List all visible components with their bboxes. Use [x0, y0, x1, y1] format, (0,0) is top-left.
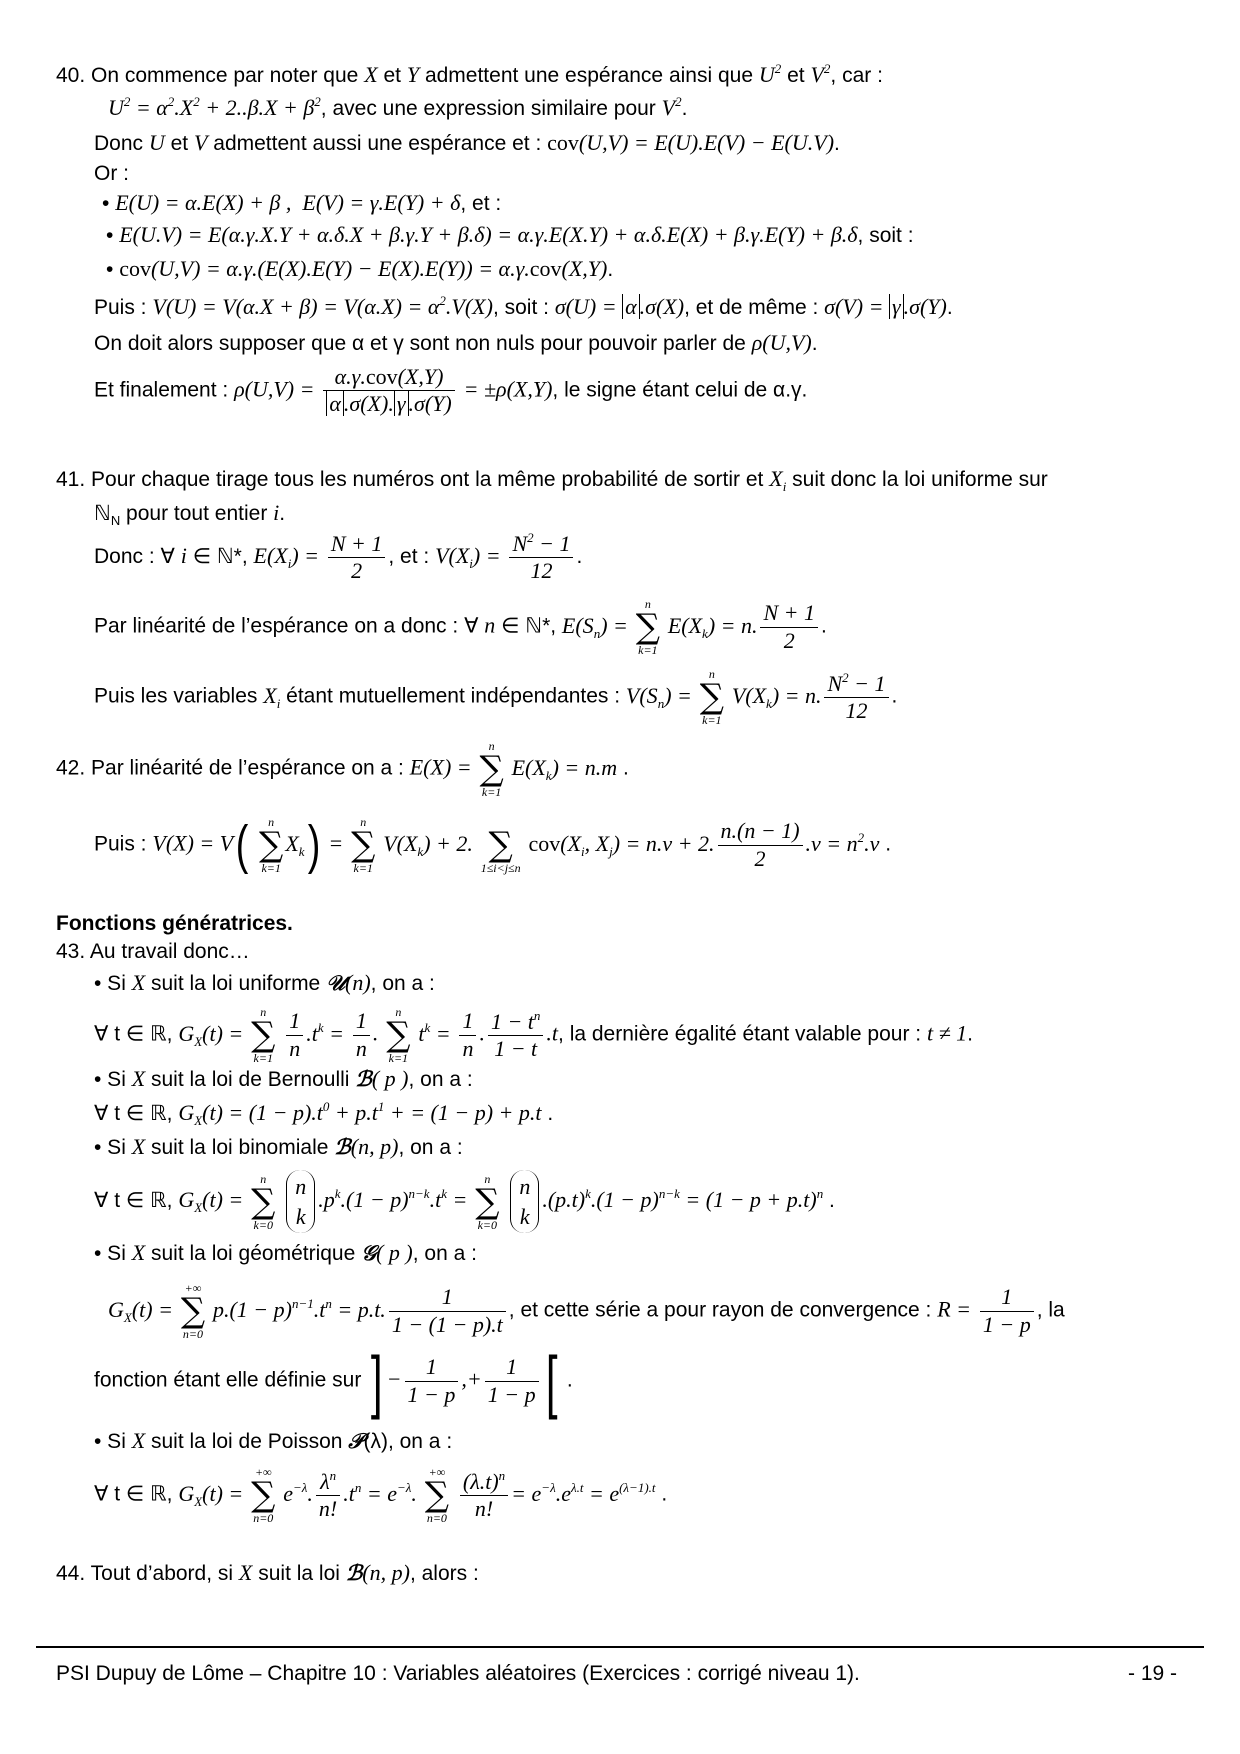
ex40-line-3: Donc U et V admettent aussi une espérance et : cov(U,V) = E(U).E(V) − E(U.V). [94, 130, 840, 155]
ex40-line-9: On doit alors supposer que α et γ sont non nuls pour pouvoir parler de ρ(U,V). [94, 330, 818, 355]
ex44-line-1: 44. Tout d’abord, si X suit la loi ℬ(n, p), alors : [56, 1560, 479, 1585]
ex42-line-2: Puis : V(X) = V( n ∑ k=1 $X_k$) = n ∑ k=1 $V(X_k) + 2$. ∑ 1≤i<j≤n $cov(X_i$, $X_j) = n.v + 2$. $\frac{n.(n - 1)}{2}$ $.v = n^2.v$ . [94, 815, 892, 875]
ex43-bernoulli-line: • Si X suit la loi de Bernoulli ℬ( p ), on a : [94, 1066, 473, 1091]
ex40-line-8: Puis : $V(U) = V(\alpha.X + \beta) = V(\alpha.X) = \alpha^2.V(X)$, soit : σ(U) = α .σ(X), et de même : σ(V) = γ .σ(Y). [94, 293, 953, 319]
footer-title: PSI Dupuy de Lôme – Chapitre 10 : Variables aléatoires (Exercices : corrigé niveau 1). [56, 1662, 860, 1685]
ex40-line-1: 40. On commence par noter que X et Y admettent une espérance ainsi que $U^2$ et $V^2$, car : [56, 61, 883, 87]
ex43-binomial-line: • Si X suit la loi binomiale ℬ(n, p), on a : [94, 1134, 463, 1159]
ex40-line-5: • E(U) = α.E(X) + β , E(V) = γ.E(Y) + δ, et : [102, 190, 502, 215]
ex43-poisson-line: • Si X suit la loi de Poisson 𝒫(λ), on a : [94, 1428, 453, 1453]
ex40-line-10: Et finalement : ρ(U,V) = $\frac{\text{α.γ.cov(X,Y)}}{\alpha .\sigma(X). \gamma .\sigma(Y)}$ = ±ρ(X,Y), le signe étant celui de α.γ. [94, 364, 808, 417]
ex40-line-7: • cov(U,V) = α.γ.(E(X).E(Y) − E(X).E(Y)) = α.γ.cov(X,Y). [106, 256, 614, 281]
ex40-line-4: Or : [94, 162, 129, 185]
ex41-line-5: Puis les variables $X_i$ étant mutuellement indépendantes : $V(S_n)$ = n ∑ k=1 $V(X_k) = n$. $\frac{N^2 - 1}{12}$ . [94, 667, 898, 727]
page-number: - 19 - [1128, 1662, 1178, 1685]
ex43-uniform-line: • Si X suit la loi uniforme 𝒰(n), on a : [94, 970, 435, 995]
ex43-poisson-formula: ∀ t ∈ ℝ, $G_X(t)$ = +∞ ∑ n=0 $e^{-\lambda}$. $\frac{\lambda^n}{n!}$ $.t^n = e^{-\lambda}$. +∞ ∑ n=0 $\frac{(\lambda.t)^n}{n!}$ = $e^{-\lambda}.e^{\lambda.t} = e^{(\lambda-1).t}$ . [94, 1465, 668, 1525]
ex43-geometric-line: • Si X suit la loi géométrique 𝒢( p ), on a : [94, 1240, 477, 1265]
ex41-line-3: Donc : ∀ i ∈ ℕ*, $E(X_i)$ = $\frac{N + 1}{2}$ , et : $V(X_i)$ = $\frac{N^2 - 1}{12}$ . [94, 530, 583, 584]
ex40-line-2: $U^2 = \alpha^2.X^2 + 2..\beta.X + \beta^2$, avec une expression similaire pour $V^2$. [108, 94, 688, 120]
ex40-line-6: • E(U.V) = E(α.γ.X.Y + α.δ.X + β.γ.Y + β.δ) = α.γ.E(X.Y) + α.δ.E(X) + β.γ.E(Y) + β.δ, soit : [106, 222, 914, 247]
ex43-binomial-formula: ∀ t ∈ ℝ, $G_X(t)$ = n ∑ k=0 n $k.p^k.(1 - p)^{n-k}.t^k$ = n ∑ k=0 n $k.(p.t)^k.(1 - p)^{n-k} = (1 - p + p.t)^n$ . [94, 1171, 835, 1232]
ex41-line-2: ℕ$_N$ pour tout entier i. [94, 500, 286, 528]
ex42-line-1: 42. Par linéarité de l’espérance on a : E(X) = n ∑ k=1 $E(X_k) = n.m$ . [56, 739, 629, 799]
ex43-bernoulli-formula: ∀ t ∈ ℝ, $G_X(t) = (1 - p).t^0 + p.t^1$ + = (1 − p) + p.t . [94, 1099, 554, 1128]
ex41-line-4: Par linéarité de l’espérance on a donc : ∀ n ∈ ℕ*, $E(S_n)$ = n ∑ k=1 $E(X_k) = n$. $\frac{N + 1}{2}$ . [94, 597, 827, 657]
ex43-uniform-formula: ∀ t ∈ ℝ, $G_X(t)$ = n ∑ k=1 $\frac{1}{n}$ $.t^k$ = $\frac{1}{n}$ . n ∑ k=1 $t^k$ = $\frac{1}{n}$ . $\frac{1 - t^n}{1 - t}$ .t, la dernière égalité étant valable pour : t ≠ 1. [94, 1005, 973, 1065]
ex43-line-1: 43. Au travail donc… [56, 940, 250, 963]
ex41-line-1: 41. Pour chaque tirage tous les numéros ont la même probabilité de sortir et $X_i$ suit donc la loi uniforme sur [56, 466, 1048, 494]
footer-rule [36, 1646, 1204, 1648]
ex43-geometric-formula: $G_X(t)$ = +∞ ∑ n=0 $p.(1 - p)^{n-1}.t^n = p.t$. $\frac{1}{1 - (1 - p).t}$ , et cette série a pour rayon de convergence : R = $\frac{1}{1 - p}$ , la [108, 1281, 1065, 1341]
section-title: Fonctions génératrices. [56, 912, 293, 935]
ex43-geometric-domain: fonction étant elle définie sur ] − $\frac{1}{1 - p}$ ,+ $\frac{1}{1 - p}$ [ . [94, 1342, 573, 1420]
